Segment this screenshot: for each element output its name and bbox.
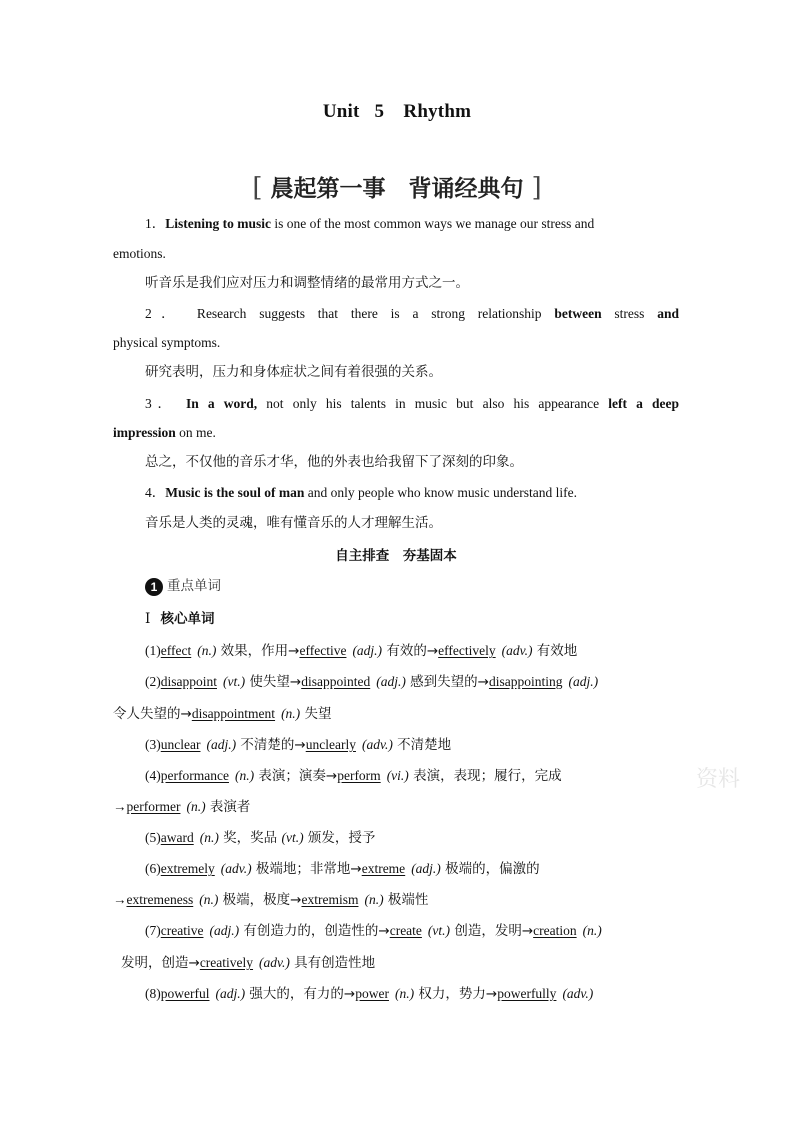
vocab-item-4-line1: (4)performance (n.) 表演；演奏→perform (vi.) 表演，表现；履行，完成 — [145, 768, 562, 784]
sentence-1-en-line2: emotions. — [113, 246, 166, 261]
subpart-heading: Ⅰ 核心单词 — [145, 611, 215, 627]
sentence-1-en-line1: 1．Listening to music is one of the most common ways we manage our stress and — [145, 216, 595, 231]
sentence-3-zh: 总之，不仅他的音乐才华，他的外表也给我留下了深刻的印象。 — [145, 454, 523, 470]
section-banner — [0, 170, 794, 203]
vocab-item-2-line2: 令人失望的→disappointment (n.) 失望 — [113, 706, 332, 722]
sentence-2-en-line2: physical symptoms. — [113, 335, 221, 350]
sentence-2-en-line1: 2． Research suggests that there is a strong relationship between stress and — [145, 306, 680, 321]
vocab-item-2-line1: (2)disappoint (vt.) 使失望→disappointed (adj.) 感到失望的→disappointing (adj.) — [145, 674, 599, 690]
vocab-item-4-line2: →performer (n.) 表演者 — [113, 799, 251, 815]
vocab-item-3: (3)unclear (adj.) 不清楚的→unclearly (adv.) 不清楚地 — [145, 737, 452, 753]
sentence-4-en: 4．Music is the soul of man and only people who know music understand life. — [145, 485, 577, 500]
banner-text: 晨起第一事 背诵经典句 — [270, 175, 524, 202]
sentence-2-zh: 研究表明，压力和身体症状之间有着很强的关系。 — [145, 364, 442, 380]
circled-number-badge: 1 — [145, 578, 163, 596]
banner-open-bracket: [ — [252, 173, 263, 203]
vocab-item-1: (1)effect (n.) 效果，作用→effective (adj.) 有效的→effectively (adv.) 有效地 — [145, 643, 578, 659]
vocab-item-7-line2: 发明，创造→creatively (adv.) 具有创造性地 — [121, 955, 376, 971]
part-heading — [145, 577, 679, 596]
sentence-1-zh: 听音乐是我们应对压力和调整情绪的最常用方式之一。 — [145, 275, 469, 291]
vocab-item-6-line1: (6)extremely (adv.) 极端地；非常地→extreme (adj.) 极端的，偏激的 — [145, 861, 540, 877]
sentence-3-en-line1: 3． In a word, not only his talents in music but also his appearance left a deep — [145, 396, 679, 411]
part-label: 重点单词 — [167, 578, 221, 594]
sentence-3-en-line2: impression on me. — [113, 425, 216, 440]
vocab-item-7-line1: (7)creative (adj.) 有创造力的，创造性的→create (vt.) 创造，发明→creation (n.) — [145, 923, 602, 939]
vocab-item-6-line2: →extremeness (n.) 极端，极度→extremism (n.) 极端性 — [113, 892, 429, 908]
sentence-4-zh: 音乐是人类的灵魂，唯有懂音乐的人才理解生活。 — [145, 515, 442, 531]
banner-close-bracket: ] — [531, 173, 542, 203]
vocab-item-5: (5)award (n.) 奖，奖品 (vt.) 颁发，授予 — [145, 830, 376, 846]
section-heading: 自主排查 夯基固本 — [335, 548, 457, 564]
vocab-item-8: (8)powerful (adj.) 强大的，有力的→power (n.) 权力，势力→powerfully (adv.) — [145, 986, 594, 1002]
page-title: Unit 5 Rhythm — [322, 101, 472, 122]
watermark-text: 资料 — [696, 767, 741, 792]
